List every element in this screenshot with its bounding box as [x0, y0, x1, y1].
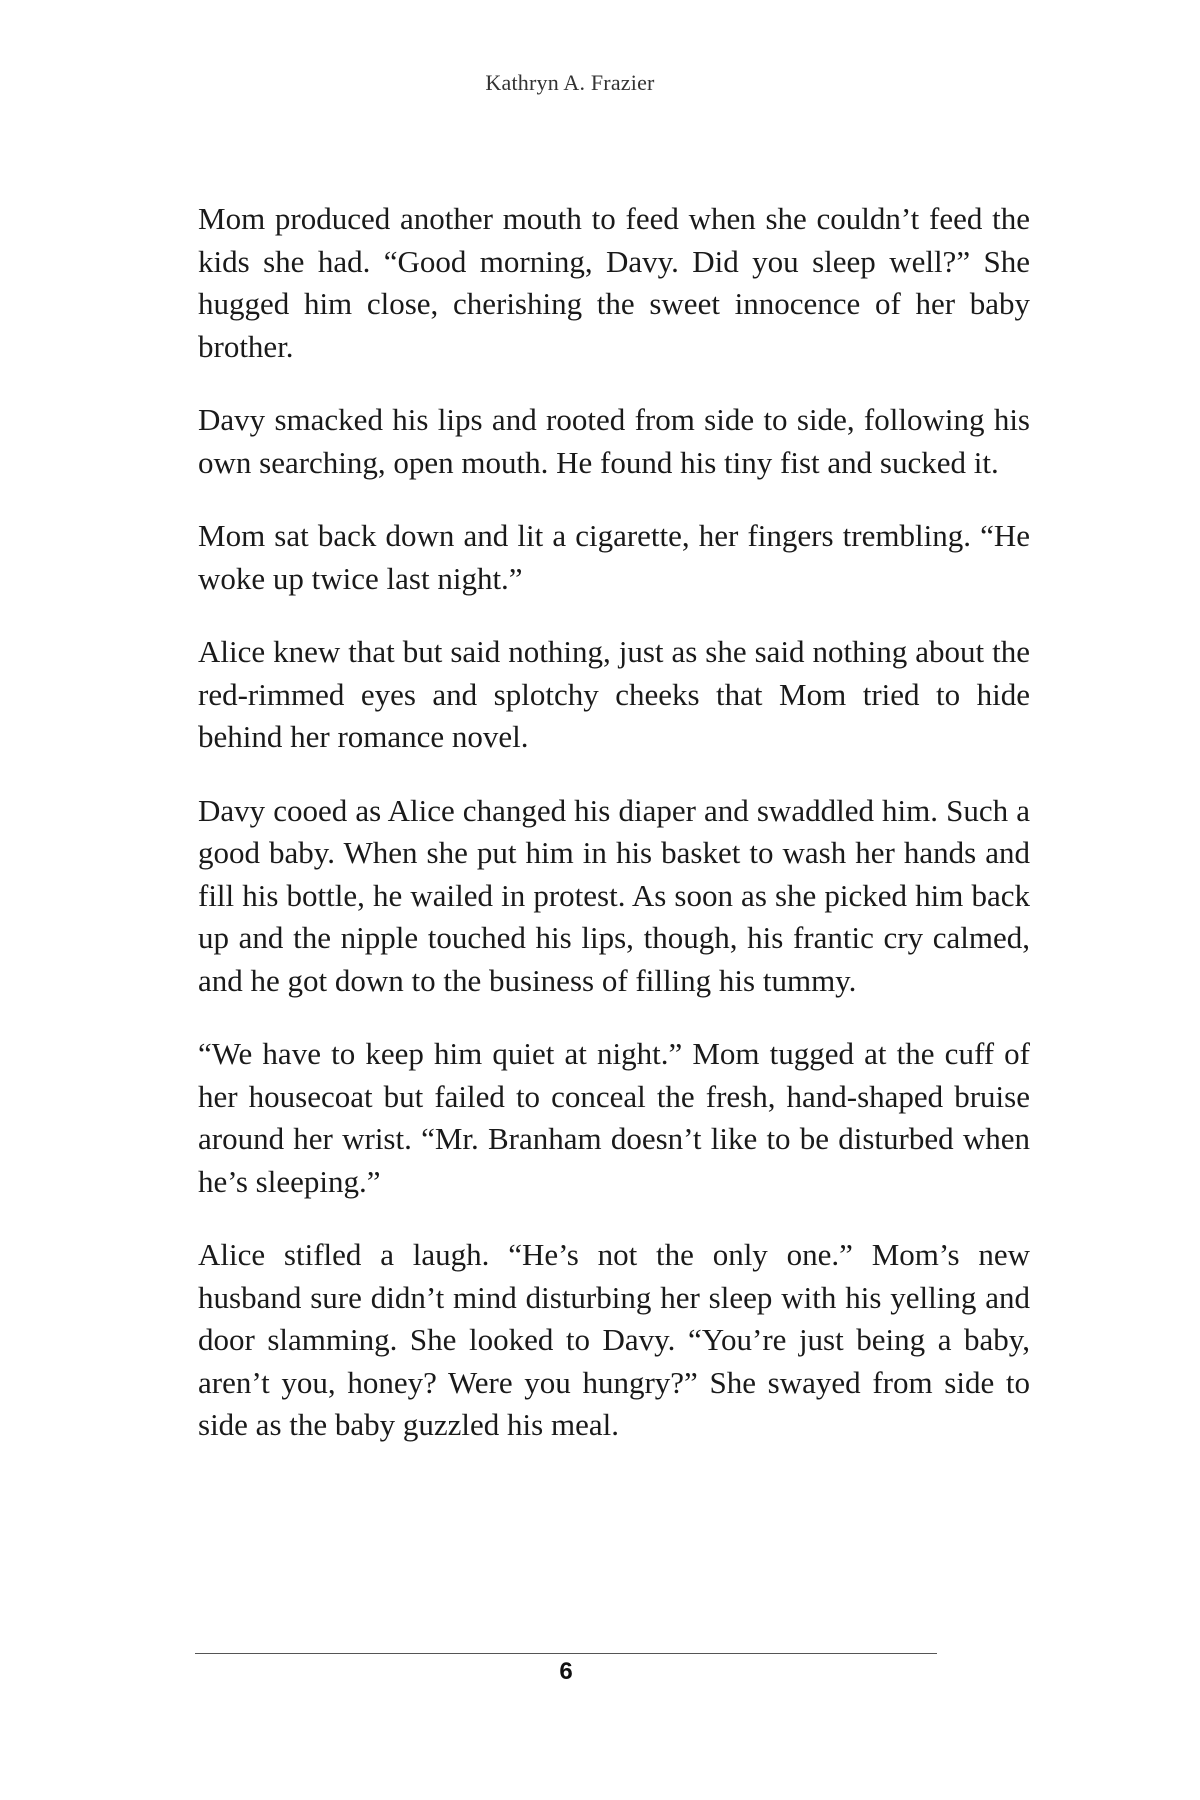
page-number: 6 — [559, 1658, 573, 1685]
paragraph: Davy cooed as Alice changed his diaper and swaddled him. Such a good baby. When she put him in his basket to wash her hands and fill his bottle, he wailed in protest. As soon as she picked him back up and the nipple touched his lips, though, his frantic cry calmed, and he got down to the business of filling his tummy. — [198, 792, 1030, 998]
paragraph: Mom sat back down and lit a cigarette, her fingers trembling. “He woke up twice last night.” — [198, 518, 1030, 596]
running-header-author: Kathryn A. Frazier — [485, 70, 655, 95]
paragraph: Mom produced another mouth to feed when she couldn’t feed the kids she had. “Good morning, Davy. Did you sleep well?” She hugged him close, cherishing the sweet innocence of her baby brother. — [198, 201, 1030, 364]
footer-divider — [195, 1653, 937, 1654]
paragraph: Davy smacked his lips and rooted from side to side, following his own searching, open mouth. He found his tiny fist and sucked it. — [198, 402, 1030, 480]
paragraph: Alice stifled a laugh. “He’s not the only one.” Mom’s new husband sure didn’t mind disturbing her sleep with his yelling and door slamming. She looked to Davy. “You’re just being a baby, aren’t you, honey? Were you hungry?” She swayed from side to side as the baby guzzled his meal. — [198, 1237, 1030, 1442]
paragraph: Alice knew that but said nothing, just as she said nothing about the red-rimmed eyes and splotchy cheeks that Mom tried to hide behind her romance novel. — [198, 634, 1030, 754]
body-text — [198, 198, 1030, 1478]
paragraph: “We have to keep him quiet at night.” Mom tugged at the cuff of her housecoat but failed to conceal the fresh, hand-shaped bruise around her wrist. “Mr. Branham doesn’t like to be disturbed when he’s sleeping.” — [198, 1036, 1030, 1199]
